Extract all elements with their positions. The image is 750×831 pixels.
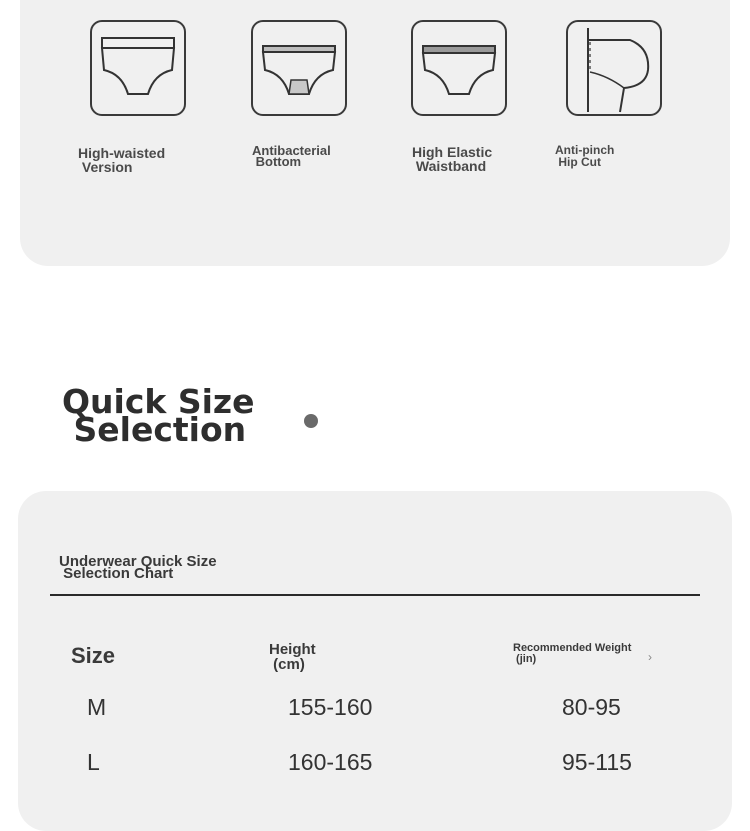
feature-label-high-waisted: High-waisted Version [78, 145, 166, 175]
feature-label-elastic: High Elastic Waistband [412, 144, 493, 174]
arrow-icon: › [648, 650, 652, 664]
column-header-size: Size [71, 643, 116, 668]
high-waisted-brief-icon [90, 20, 186, 116]
cell-height: 160-165 [288, 749, 373, 775]
cell-size: M [87, 694, 107, 720]
column-header-height: Height (cm) [269, 641, 316, 673]
table-row [0, 694, 750, 724]
cell-height: 155-160 [288, 694, 373, 720]
section-title: Quick Size Selection [62, 382, 255, 449]
feature-label-antibacterial: Antibacterial Bottom [252, 143, 331, 169]
cell-weight: 95-115 [562, 749, 632, 775]
elastic-waistband-brief-icon [411, 20, 507, 116]
table-row [0, 749, 750, 779]
cell-weight: 80-95 [562, 694, 621, 720]
size-chart-title: Underwear Quick Size Selection Chart [59, 553, 217, 582]
hip-cut-brief-icon [566, 20, 662, 116]
feature-label-hip-cut: Anti-pinch Hip Cut [555, 143, 615, 169]
column-header-weight: Recommended Weight (jin) [513, 642, 632, 665]
cell-size: L [87, 749, 100, 775]
title-dot-icon [304, 414, 318, 428]
antibacterial-brief-icon [251, 20, 347, 116]
chart-divider [50, 594, 700, 596]
